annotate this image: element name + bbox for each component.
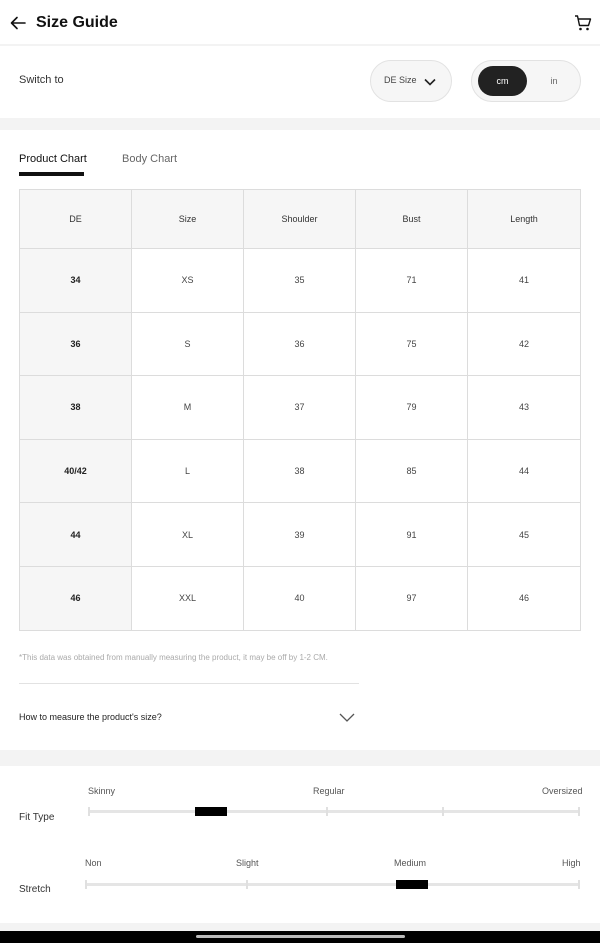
unit-switch-section xyxy=(0,46,600,118)
fit-type-marker xyxy=(195,807,227,816)
size-cell: L xyxy=(132,439,244,503)
stretch-scale-label: Non xyxy=(85,858,102,868)
measurement-note: *This data was obtained from manually measuring the product, it may be off by 1-2 CM. xyxy=(19,653,328,662)
fit-section xyxy=(0,766,600,923)
fit-scale-label: Regular xyxy=(313,786,345,796)
unit-cm-option[interactable]: cm xyxy=(478,66,527,96)
stretch-tick xyxy=(246,880,248,889)
divider xyxy=(19,683,359,684)
table-row xyxy=(20,439,581,503)
fit-type-tick xyxy=(88,807,90,816)
stretch-label: Stretch xyxy=(19,884,51,895)
shoulder-cell: 35 xyxy=(244,249,356,313)
fit-type-label: Fit Type xyxy=(19,812,55,823)
table-row xyxy=(20,312,581,376)
shoulder-cell: 38 xyxy=(244,439,356,503)
how-to-measure-row[interactable] xyxy=(0,685,380,745)
fit-type-tick xyxy=(578,807,580,816)
stretch-scale-label: High xyxy=(562,858,581,868)
fit-type-track xyxy=(88,810,580,813)
table-row xyxy=(20,376,581,440)
size-cell: S xyxy=(132,312,244,376)
size-table xyxy=(19,189,581,631)
stretch-marker xyxy=(396,880,428,889)
unit-in-option[interactable]: in xyxy=(550,76,558,86)
de-size-cell: 46 xyxy=(20,566,132,630)
column-header: Shoulder xyxy=(244,190,356,249)
stretch-tick xyxy=(85,880,87,889)
length-cell: 43 xyxy=(468,376,581,440)
column-header: Size xyxy=(132,190,244,249)
system-nav-bar xyxy=(0,931,600,943)
size-system-label: DE Size xyxy=(384,75,417,85)
fit-scale-label: Oversized xyxy=(542,786,583,796)
stretch-tick xyxy=(578,880,580,889)
shoulder-cell: 39 xyxy=(244,503,356,567)
bust-cell: 79 xyxy=(356,376,468,440)
chevron-down-icon xyxy=(423,75,437,89)
shopping-cart-icon[interactable] xyxy=(574,14,592,32)
shoulder-cell: 36 xyxy=(244,312,356,376)
bust-cell: 85 xyxy=(356,439,468,503)
stretch-scale-label: Medium xyxy=(394,858,427,868)
shoulder-cell: 37 xyxy=(244,376,356,440)
bust-cell: 91 xyxy=(356,503,468,567)
size-cell: M xyxy=(132,376,244,440)
length-cell: 45 xyxy=(468,503,581,567)
de-size-cell: 34 xyxy=(20,249,132,313)
fit-type-tick xyxy=(442,807,444,816)
de-size-cell: 44 xyxy=(20,503,132,567)
length-cell: 41 xyxy=(468,249,581,313)
table-header-row xyxy=(20,190,581,249)
size-cell: XL xyxy=(132,503,244,567)
tab-product-chart[interactable]: Product Chart xyxy=(19,153,87,165)
column-header: Bust xyxy=(356,190,468,249)
size-system-dropdown[interactable] xyxy=(370,60,452,102)
chevron-down-icon xyxy=(339,711,355,723)
length-cell: 46 xyxy=(468,566,581,630)
column-header: DE xyxy=(20,190,132,249)
home-indicator[interactable] xyxy=(196,935,405,938)
switch-label: Switch to xyxy=(19,74,64,86)
fit-scale-label: Skinny xyxy=(88,786,116,796)
table-row xyxy=(20,249,581,313)
page-title: Size Guide xyxy=(36,14,118,31)
stretch-track xyxy=(85,883,580,886)
size-chart-section xyxy=(0,130,600,750)
length-cell: 42 xyxy=(468,312,581,376)
bust-cell: 71 xyxy=(356,249,468,313)
tab-body-chart[interactable]: Body Chart xyxy=(122,153,178,165)
table-row xyxy=(20,566,581,630)
fit-type-tick xyxy=(326,807,328,816)
bust-cell: 97 xyxy=(356,566,468,630)
size-cell: XS xyxy=(132,249,244,313)
bust-cell: 75 xyxy=(356,312,468,376)
shoulder-cell: 40 xyxy=(244,566,356,630)
column-header: Length xyxy=(468,190,581,249)
top-bar xyxy=(0,0,600,44)
length-cell: 44 xyxy=(468,439,581,503)
de-size-cell: 40/42 xyxy=(20,439,132,503)
arrow-left-icon[interactable] xyxy=(9,14,27,32)
stretch-scale-label: Slight xyxy=(236,858,259,868)
how-to-measure-label: How to measure the product's size? xyxy=(19,712,162,722)
unit-toggle xyxy=(471,60,581,102)
de-size-cell: 36 xyxy=(20,312,132,376)
active-tab-indicator xyxy=(19,172,84,176)
size-cell: XXL xyxy=(132,566,244,630)
de-size-cell: 38 xyxy=(20,376,132,440)
table-row xyxy=(20,503,581,567)
